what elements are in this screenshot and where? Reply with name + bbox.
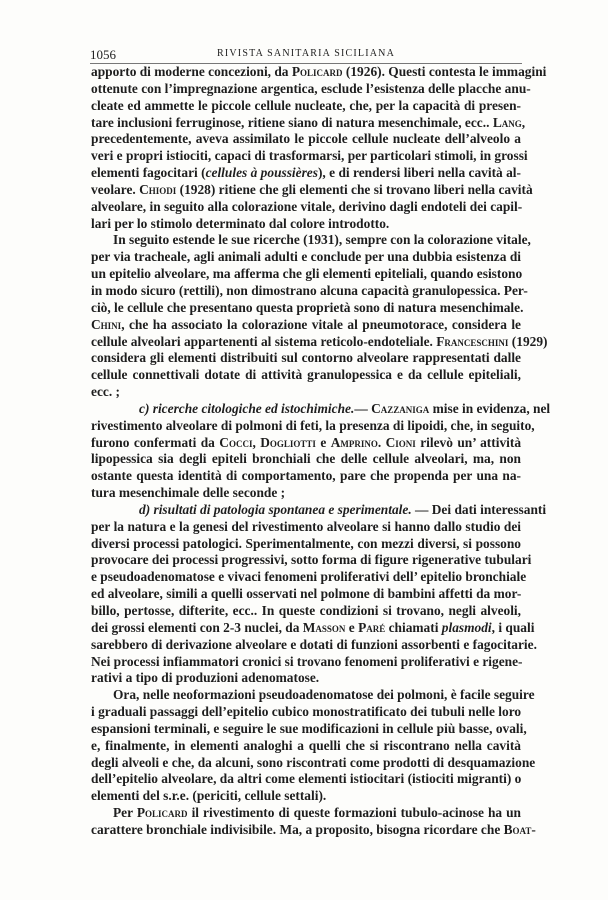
text-line	[91, 367, 521, 384]
text-run: ,	[521, 114, 526, 130]
text-line	[91, 435, 521, 452]
text-run: chiamati	[385, 619, 442, 635]
text-line	[91, 216, 521, 233]
text-run: Per	[113, 805, 137, 821]
text-run: elementi fagocitari (	[91, 165, 206, 181]
text-run: in modo sicuro (rettili), non dimostrano alcuna capacità granulopessica. Per-	[91, 282, 528, 298]
text-run: ecc. ;	[91, 384, 120, 400]
text-line	[91, 687, 535, 704]
text-run: espansioni terminali, e seguire le sue modificazioni in cellule più basse, ovali,	[91, 720, 527, 736]
author-name: Chini	[91, 316, 122, 332]
text-line	[91, 771, 521, 788]
text-line	[91, 98, 521, 115]
text-run: precedentemente, aveva assimilato le piccole cellule nucleate dell’alveolo a	[91, 131, 521, 147]
text-run: cellule connettivali dotate di attività granulopessica e da cellule epiteliali,	[91, 367, 521, 383]
text-run: e, finalmente, in elementi analoghi a quelli che si riscontrano nella cavità	[91, 737, 521, 753]
text-line	[91, 519, 521, 536]
text-run: dei grossi elementi con 2-3 nuclei, da	[91, 619, 303, 635]
text-line	[91, 501, 547, 519]
text-line	[91, 333, 548, 351]
author-name: Boat-	[503, 821, 536, 837]
text-run: un epitelio alveolare, ma afferma che gli elementi epiteliali, quando esistono	[91, 266, 523, 282]
text-line	[91, 417, 535, 435]
text-line	[91, 788, 521, 805]
text-line	[91, 181, 533, 199]
text-run: rivestimento alveolare di polmoni di feti, la presenza di lipoidi, che, in seguito,	[91, 417, 535, 433]
text-line	[91, 131, 521, 148]
text-run: e	[315, 434, 331, 450]
author-name: Masson	[302, 619, 346, 635]
text-line	[91, 603, 521, 620]
author-name: Cioni	[385, 434, 416, 450]
text-run: ottenute con l’impregnazione argentica, esclude l’esistenza delle placche anu-	[91, 80, 531, 96]
author-name: Dogliotti	[260, 434, 316, 450]
text-run: (1929)	[508, 333, 548, 349]
text-line	[91, 536, 521, 553]
text-run: lari per lo stimolo determinato dal colore introdotto.	[91, 215, 390, 231]
text-run: apporto di moderne concezioni, da	[91, 64, 292, 79]
author-name: Paré	[358, 619, 386, 635]
text-run: — Dei dati interessanti	[411, 501, 547, 517]
italic-text: c) ricerche citologiche ed istochimiche.	[139, 400, 355, 416]
text-line	[91, 384, 521, 401]
text-line	[91, 670, 521, 687]
text-run: per la natura e la genesi del rivestimento alveolare si hanno dallo studio dei	[91, 518, 521, 534]
text-line	[91, 821, 536, 839]
text-run: il rivestimento di queste formazioni tubulo-acinose ha un	[187, 805, 521, 821]
text-run: furono confermati da	[91, 434, 220, 450]
text-run: ostante questa identità di comportamento, pare che propenda per una na-	[91, 468, 521, 484]
text-run: mise in evidenza, nel	[429, 400, 551, 416]
text-line	[91, 249, 521, 266]
text-run: ,	[252, 434, 261, 450]
text-line	[91, 468, 521, 485]
italic-text: cellules à poussières	[205, 165, 318, 181]
text-run: veolare.	[91, 181, 140, 197]
text-run: cellule alveolari appartenenti al sistema reticolo-endoteliale.	[91, 333, 437, 349]
text-line	[91, 619, 535, 637]
text-run: lipopessica sia degli epiteli bronchiali che delle cellule alveolari, ma, non	[91, 451, 521, 467]
text-run: Ora, nelle neoformazioni pseudoadenomatose dei polmoni, è facile seguire	[113, 687, 535, 703]
text-run: ), e di rendersi liberi nella cavità al-	[317, 165, 521, 181]
text-run: (1926). Questi contesta le immagini	[342, 64, 547, 79]
running-header	[90, 47, 522, 64]
author-name: Lang	[492, 114, 522, 130]
text-run: billo, pertosse, difterite, ecc.. In queste condizioni si trovano, negli alveoli,	[91, 603, 521, 618]
text-line	[91, 400, 551, 418]
text-run: rilevò un’ attività	[415, 434, 522, 450]
text-line	[91, 165, 521, 182]
text-line	[91, 232, 531, 249]
body-text	[91, 64, 551, 839]
text-run: i graduali passaggi dell’epitelio cubico monostratificato dei tubuli nelle loro	[91, 704, 522, 720]
text-run: , i quali	[491, 619, 535, 635]
page-number: 1056	[90, 47, 116, 62]
text-run: —	[354, 400, 372, 416]
text-run: ciò, le cellule che presentano questa proprietà sono di natura mesenchimale.	[91, 299, 524, 315]
text-run: carattere bronchiale indivisibile. Ma, a proposito, bisogna ricordare che	[91, 821, 504, 837]
text-run: tura mesenchimale delle seconde ;	[91, 485, 286, 501]
text-run: , che ha associato la colorazione vitale al pneumotorace, considera le	[121, 316, 521, 332]
author-name: Chiodi	[139, 181, 177, 197]
text-line	[91, 754, 536, 772]
text-run: alveolare, in seguito alla colorazione vitale, derivino dagli endoteli dei capil-	[91, 198, 523, 214]
text-line	[91, 199, 521, 216]
text-run: .	[377, 434, 386, 450]
text-run: In seguito estende le sue ricerche (1931), sempre con la colorazione vitale,	[113, 232, 531, 248]
text-run: e	[345, 619, 359, 635]
text-run: cleate ed ammette le piccole cellule nucleate, che, per la capacità di presen-	[91, 97, 521, 113]
text-line	[91, 552, 532, 569]
text-line	[91, 805, 521, 822]
text-line	[91, 266, 521, 283]
running-title: RIVISTA SANITARIA SICILIANA	[216, 48, 396, 59]
text-run: degli alveoli e che, da alcuni, sono riscontrati come prodotti di desquamazione	[91, 754, 536, 770]
text-run: (1928) ritiene che gli elementi che si trovano liberi nella cavità	[176, 181, 533, 197]
text-line	[91, 282, 528, 300]
text-run: ed alveolare, simili a quelli osservati nel polmone di bambini affetti da mor-	[91, 586, 522, 602]
text-line	[91, 350, 521, 367]
text-run: rativi a tipo di produzioni adenomatose.	[91, 670, 320, 686]
author-name: Policard	[136, 805, 188, 821]
text-line	[91, 704, 521, 721]
text-run: diversi processi patologici. Sperimentalmente, con mezzi diversi, si possono	[91, 535, 521, 551]
text-line	[91, 586, 521, 603]
text-line	[91, 720, 527, 738]
italic-text: d) risultati di patologia spontanea e sperimentale.	[139, 501, 412, 517]
text-line	[91, 485, 521, 502]
text-line	[91, 451, 521, 468]
text-line	[91, 299, 524, 317]
text-line	[91, 64, 547, 81]
text-line	[91, 636, 537, 654]
text-run: per via tracheale, agli animali adulti e conclude per una dubbia esistenza di	[91, 249, 521, 265]
author-name: Cazzaniga	[371, 400, 430, 416]
author-name: Cocci	[219, 434, 253, 450]
text-run: veri e propri istiociti, capaci di trasformarsi, per particolari stimoli, in grossi	[91, 148, 528, 164]
text-run: e pseudoadenomatose e vivaci fenomeni proliferativi dell’ epitelio bronchiale	[91, 569, 527, 585]
text-line	[91, 114, 526, 132]
text-line	[91, 148, 528, 165]
author-name: Amprino	[330, 434, 378, 450]
text-run: elementi del s.r.e. (periciti, cellule settali).	[91, 788, 327, 804]
text-run: tare inclusioni ferruginose, ritiene siano di natura mesenchimale, ecc..	[91, 114, 493, 130]
author-name: Policard	[291, 64, 343, 79]
italic-text: plasmodi	[441, 619, 492, 635]
text-run: considera gli elementi distribuiti sul contorno alveolare rappresentati dalle	[91, 350, 521, 366]
text-line	[91, 738, 521, 755]
text-line	[91, 80, 531, 98]
text-run: dell’epitelio alveolare, da altri come elementi istiocitari (istiociti migranti) o	[91, 771, 522, 787]
text-line	[91, 654, 521, 671]
text-line	[91, 317, 521, 334]
text-line	[91, 569, 527, 586]
text-run: provocare dei processi progressivi, sotto forma di figure rigenerative tubulari	[91, 552, 532, 568]
text-run: sarebbero di derivazione alveolare e dotati di funzioni assorbenti e fagocitarie.	[91, 636, 537, 652]
author-name: Franceschini	[436, 333, 509, 349]
text-run: Nei processi infiammatori cronici si trovano fenomeni proliferativi e rigene-	[91, 653, 523, 669]
